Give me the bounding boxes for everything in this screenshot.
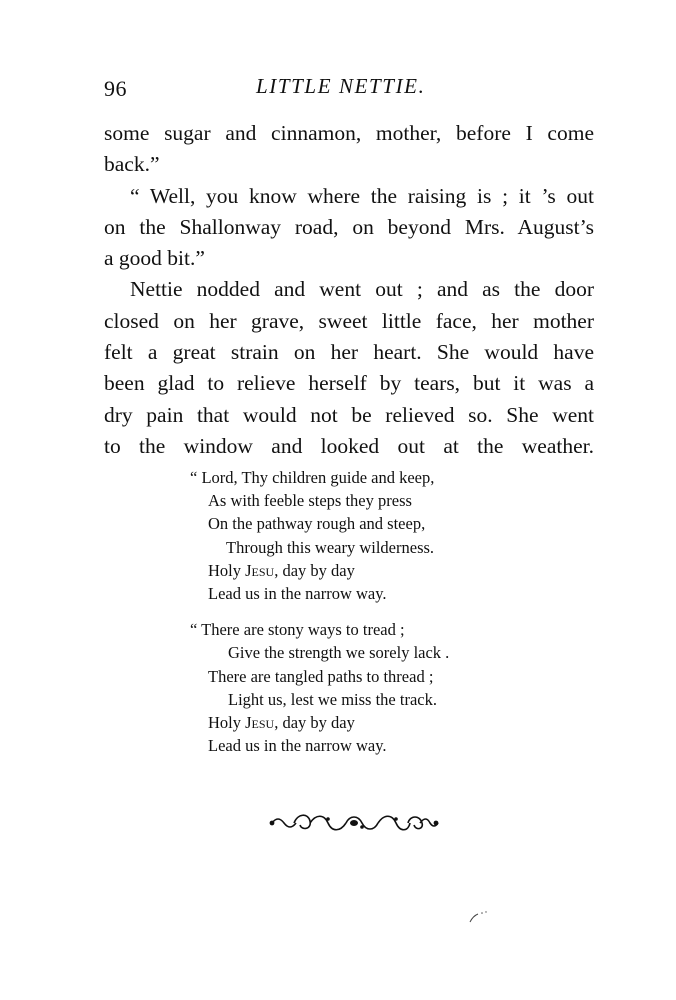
refrain-line <box>190 559 449 582</box>
verse-line: “ Lord, Thy children guide and keep, <box>190 468 435 487</box>
verse-line: Light us, lest we miss the track. <box>228 689 437 709</box>
text-line: closed on her grave, sweet little face, her mother <box>104 308 594 333</box>
verse-line: Lead us in the narrow way. <box>208 736 387 756</box>
paragraph <box>104 181 594 275</box>
text-line: Nettie nodded and went out ; and as the door <box>130 277 594 302</box>
verse-line: As with feeble steps they press <box>208 491 412 511</box>
text-line: “ Well, you know where the raising is ; it ’s out <box>130 183 594 208</box>
text-line: on the Shallonway road, on beyond Mrs. August’s <box>104 214 594 239</box>
verse-line: Lead us in the narrow way. <box>208 584 387 604</box>
tailpiece-ornament-icon <box>268 810 440 836</box>
refrain-tail: , day by day <box>274 713 355 733</box>
hymn-verse <box>190 618 449 757</box>
paragraph <box>104 274 594 462</box>
verse-line: “ There are stony ways to tread ; <box>190 620 405 640</box>
text-line: been glad to relieve herself by tears, but it was a <box>104 371 594 396</box>
verse-line: There are tangled paths to thread ; <box>208 666 434 686</box>
verse-line: On the pathway rough and steep, <box>208 514 426 534</box>
verse-line: Through this weary wilderness. <box>226 537 435 557</box>
text-line: to the window and looked out at the weather. <box>104 433 594 458</box>
text-line: some sugar and cinnamon, mother, before I come <box>104 121 594 145</box>
text-line: a good bit.” <box>104 246 205 271</box>
refrain-lead: Holy <box>208 713 246 733</box>
refrain-line <box>190 711 449 734</box>
text-line: dry pain that would not be relieved so. She went <box>104 402 594 427</box>
text-line: back.” <box>104 152 160 177</box>
hymn-verse <box>190 466 449 605</box>
divine-name: Jesu <box>245 560 275 580</box>
body-text <box>104 118 594 462</box>
verse-line: Give the strength we sorely lack . <box>228 643 450 663</box>
divine-name: Jesu <box>245 713 275 733</box>
paragraph <box>104 118 594 181</box>
running-head: LITTLE NETTIE. <box>256 74 426 98</box>
page-header <box>104 74 592 104</box>
text-line: felt a great strain on her heart. She would have <box>104 340 594 365</box>
ink-speck-icon <box>466 908 496 926</box>
refrain-lead: Holy <box>208 560 246 580</box>
hymn <box>190 466 449 770</box>
refrain-tail: , day by day <box>274 560 355 580</box>
page-number: 96 <box>104 76 127 101</box>
